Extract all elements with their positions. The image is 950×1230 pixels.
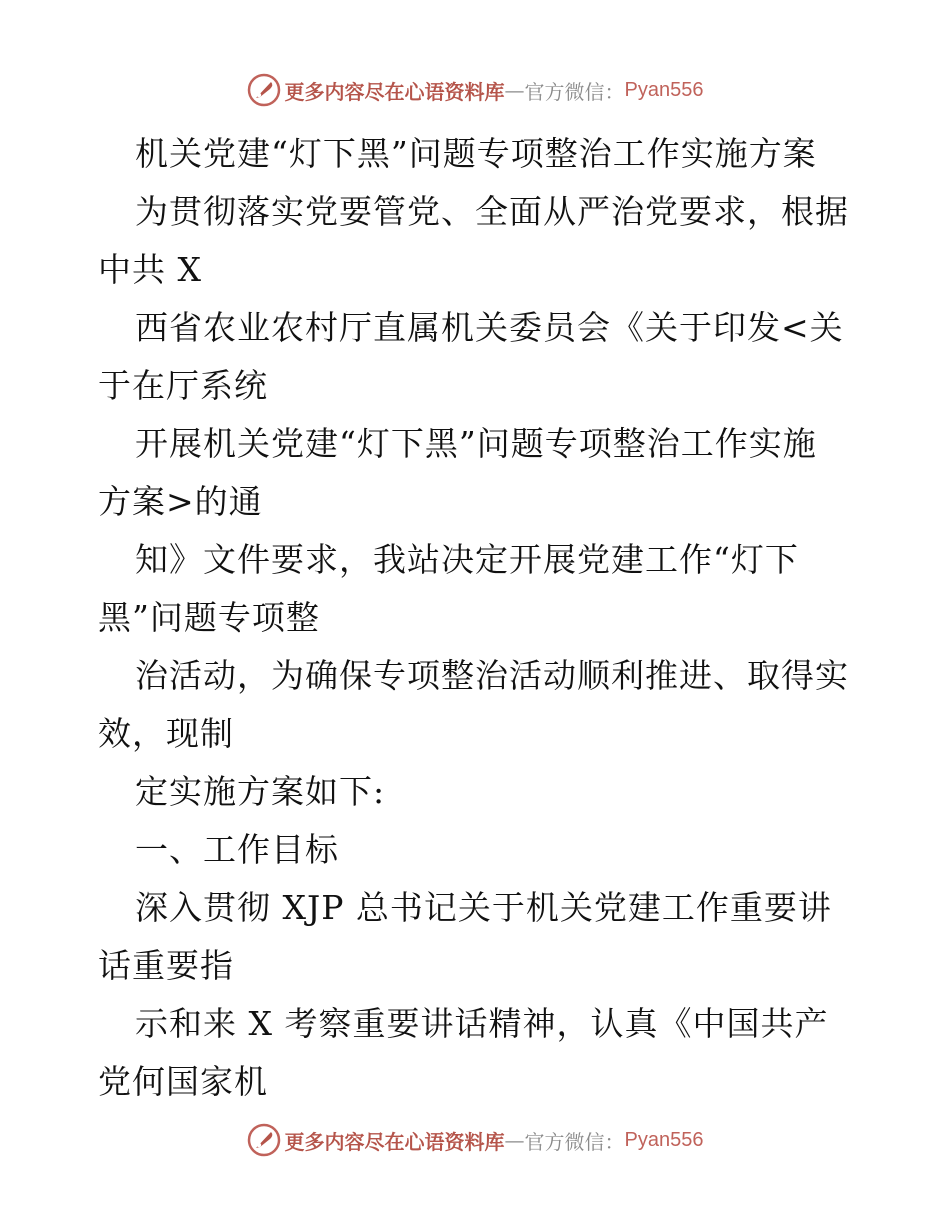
watermark-wechat-id: Pyan556 — [624, 1128, 704, 1151]
watermark-dash: — — [504, 78, 525, 102]
header-watermark — [0, 70, 950, 110]
paragraph-line: 效，现制 — [98, 714, 234, 753]
paragraph-line: 开展机关党建“灯下黑”问题专项整治工作实施 — [135, 424, 817, 463]
paragraph-line: 定实施方案如下: — [135, 772, 386, 811]
quill-logo-icon — [247, 73, 281, 107]
paragraph-line: 深入贯彻 XJP 总书记关于机关党建工作重要讲 — [135, 888, 832, 927]
paragraph-line: 示和来 X 考察重要讲话精神，认真《中国共产 — [135, 1004, 829, 1043]
paragraph-line: 话重要指 — [98, 946, 234, 985]
watermark-main-text: 更多内容尽在心语资料库 — [284, 1129, 505, 1154]
paragraph-line: 党何国家机 — [98, 1062, 268, 1101]
document-body — [98, 125, 858, 1111]
watermark-main-text: 更多内容尽在心语资料库 — [284, 79, 505, 104]
paragraph-line: 知》文件要求，我站决定开展党建工作“灯下 — [135, 540, 799, 579]
paragraph-line: 黑”问题专项整 — [98, 598, 320, 637]
section-heading: 一、工作目标 — [135, 830, 339, 869]
doc-title: 机关党建“灯下黑”问题专项整治工作实施方案 — [135, 134, 817, 173]
paragraph-line: 于在厅系统 — [98, 366, 268, 405]
watermark-wechat-label: 官方微信： — [524, 1129, 625, 1154]
paragraph-line: 中共 X — [98, 250, 202, 289]
watermark-wechat-id: Pyan556 — [624, 78, 704, 101]
paragraph-line: 治活动，为确保专项整治活动顺利推进、取得实 — [135, 656, 849, 695]
footer-watermark — [0, 1120, 950, 1160]
watermark-wechat-label: 官方微信： — [524, 79, 625, 104]
watermark-dash: — — [504, 1128, 525, 1152]
paragraph-line: 为贯彻落实党要管党、全面从严治党要求，根据 — [135, 192, 849, 231]
paragraph-line: 方案>的通 — [98, 482, 263, 521]
quill-logo-icon — [247, 1123, 281, 1157]
paragraph-line: 西省农业农村厅直属机关委员会《关于印发<关 — [135, 308, 844, 347]
